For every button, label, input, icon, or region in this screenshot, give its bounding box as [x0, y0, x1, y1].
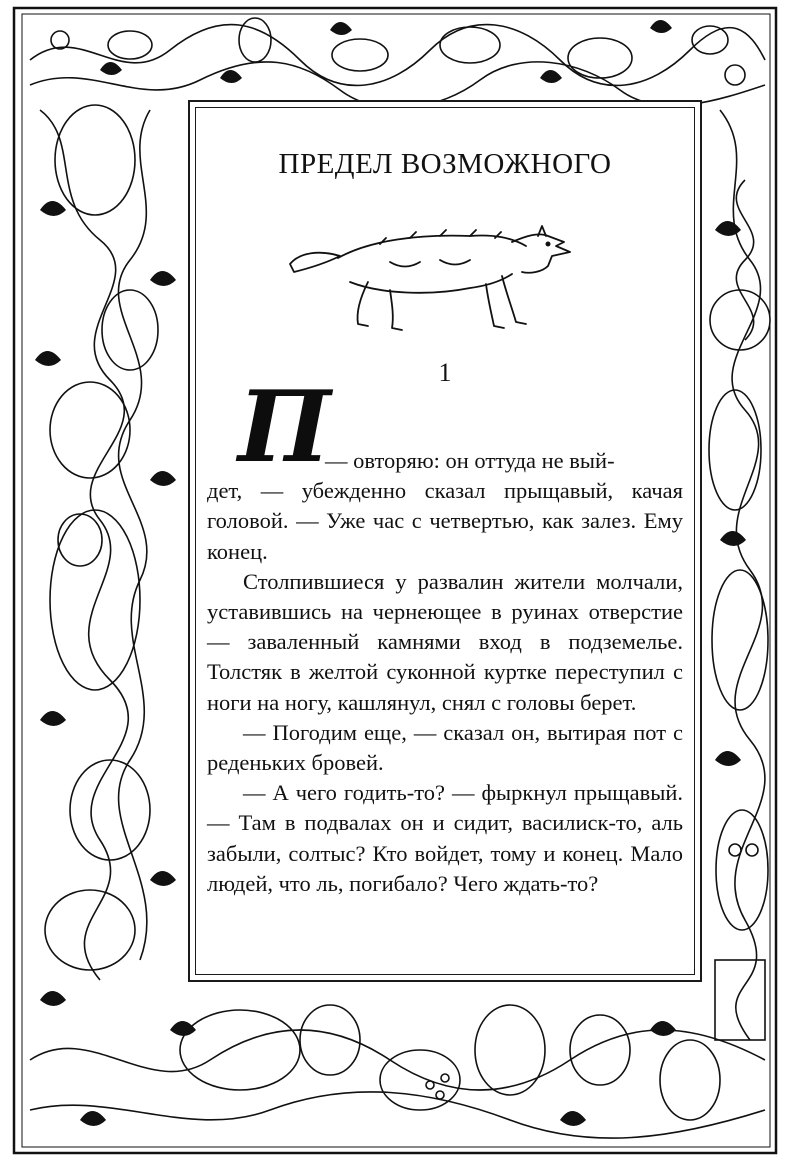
paragraph-2: Столпившиеся у развалин жители молчали, уставившись на чернеющее в руинах отверстие — заваленный камнями вход в подземелье. Толстяк в желтой суконной куртке переступил с ноги на ногу, кашлянул, снял с головы берет. — [207, 568, 683, 715]
left-column-leaves — [35, 201, 176, 1006]
top-vine-decoration — [30, 18, 765, 108]
right-column-decoration — [709, 110, 770, 1040]
paragraph-3: — Погодим еще, — сказал он, вытирая пот с реденьких бровей. — [207, 719, 683, 776]
paragraph-4: — А чего годить-то? — фыркнул прыщавый. — Там в подвалах он и сидит, василиск-то, аль забыли, солтыс? Кто войдет, тому и конец. Мало людей, что ль, погибало? Чего ждать-то? — [207, 780, 683, 896]
bottom-leaves — [80, 1021, 676, 1126]
wolf-illustration — [280, 212, 580, 342]
drop-cap-letter: П — [238, 370, 331, 485]
first-line: — овторяю: он оттуда не вый- — [325, 448, 615, 473]
right-column-leaves — [715, 221, 746, 766]
left-column-decoration — [40, 105, 158, 980]
chapter-number: 1 — [438, 358, 452, 387]
paragraph-1-text: дет, — убежденно сказал прыщавый, качая головой. — Уже час с четвертью, как залез. Ему конец. — [207, 478, 683, 564]
top-leaves — [100, 20, 672, 83]
chapter-body-text — [207, 446, 683, 899]
paragraph-1 — [207, 446, 683, 567]
chapter-title: ПРЕДЕЛ ВОЗМОЖНОГО — [278, 148, 612, 180]
